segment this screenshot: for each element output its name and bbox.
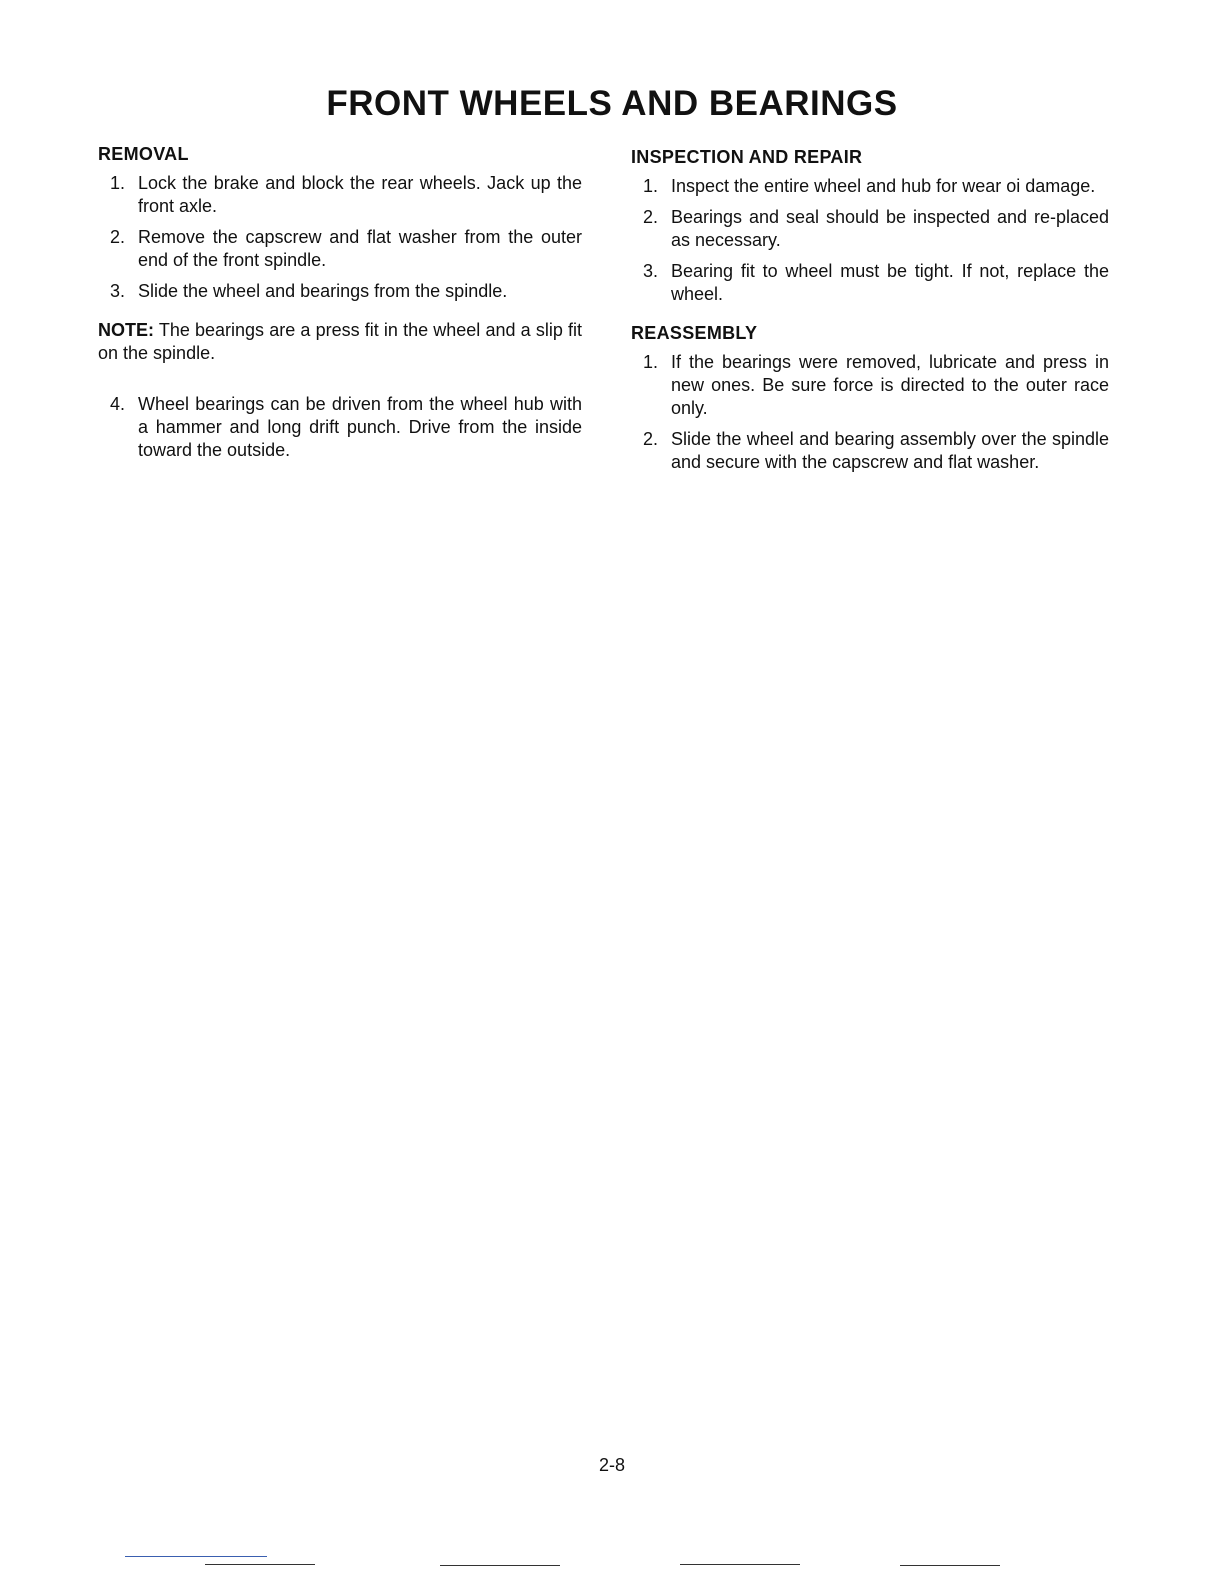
step-text: Wheel bearings can be driven from the wheel hub with a hammer and long drift punch. Drive from the inside toward the outside.: [138, 394, 582, 460]
removal-steps-continued: [98, 393, 582, 462]
scan-artifact-line: [680, 1564, 800, 1565]
page-number: 2-8: [598, 1455, 625, 1475]
list-item: [98, 280, 582, 303]
step-number: 2.: [643, 429, 659, 449]
step-text: Slide the wheel and bearings from the spindle.: [138, 281, 508, 301]
step-number: 1.: [643, 352, 659, 372]
list-item: [631, 428, 1109, 474]
inspection-steps: [631, 175, 1109, 306]
step-number: 2.: [643, 207, 659, 227]
list-item: [631, 351, 1109, 420]
note-text: The bearings are a press fit in the wheel and a slip fit on the spindle.: [98, 320, 582, 363]
inspection-heading: INSPECTION AND REPAIR: [631, 147, 863, 167]
reassembly-heading: REASSEMBLY: [631, 323, 758, 343]
step-number: 4.: [110, 394, 126, 414]
step-number: 2.: [110, 227, 126, 247]
right-column: [631, 146, 1109, 482]
step-number: 1.: [643, 176, 659, 196]
list-item: [631, 260, 1109, 306]
list-item: [98, 226, 582, 272]
left-column: [98, 143, 582, 470]
step-text: Lock the brake and block the rear wheels. Jack up the front axle.: [138, 173, 582, 216]
note-paragraph: [98, 319, 582, 365]
reassembly-steps: [631, 351, 1109, 474]
list-item: [98, 172, 582, 218]
scan-artifact-line: [440, 1565, 560, 1566]
removal-steps: [98, 172, 582, 303]
list-item: [631, 175, 1109, 198]
step-text: Bearings and seal should be inspected and re-placed as necessary.: [671, 207, 1109, 250]
list-item: [98, 393, 582, 462]
step-text: Inspect the entire wheel and hub for wear oi damage.: [671, 176, 1096, 196]
step-text: Remove the capscrew and flat washer from the outer end of the front spindle.: [138, 227, 582, 270]
page-title: FRONT WHEELS AND BEARINGS: [326, 84, 898, 123]
scan-artifact-line: [125, 1556, 267, 1557]
scan-artifact-line: [205, 1564, 315, 1565]
step-text: Slide the wheel and bearing assembly over the spindle and secure with the capscrew and flat washer.: [671, 429, 1109, 472]
removal-heading: REMOVAL: [98, 144, 189, 164]
note-label: NOTE:: [98, 320, 154, 340]
step-text: If the bearings were removed, lubricate and press in new ones. Be sure force is directed to the outer race only.: [671, 352, 1109, 418]
list-item: [631, 206, 1109, 252]
step-number: 1.: [110, 173, 126, 193]
step-number: 3.: [110, 281, 126, 301]
scan-artifact-line: [900, 1565, 1000, 1566]
step-text: Bearing fit to wheel must be tight. If not, replace the wheel.: [671, 261, 1109, 304]
step-number: 3.: [643, 261, 659, 281]
